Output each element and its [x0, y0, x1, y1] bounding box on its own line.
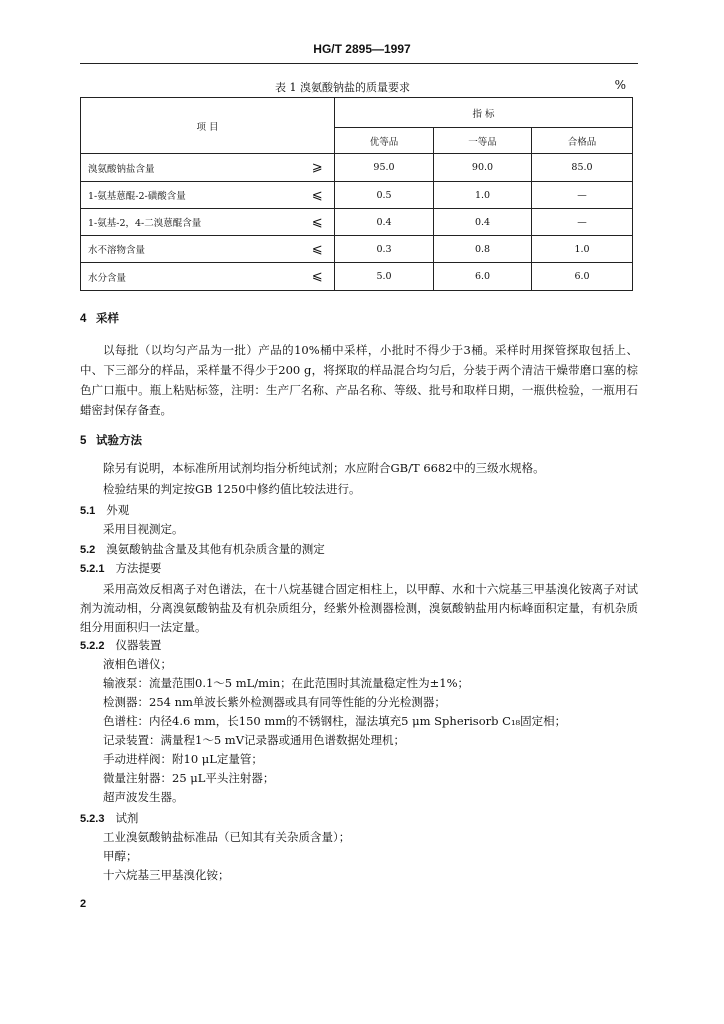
section-number: 5.2.1 — [80, 563, 105, 575]
table-header-group: 指 标 — [335, 98, 633, 128]
section-title: 试验方法 — [96, 435, 142, 447]
row-value: 95.0 — [335, 154, 434, 182]
section-5-2-3-heading — [80, 810, 138, 826]
instrument-item: 检测器：254 nm单波长紫外检测器或具有同等性能的分光检测器； — [103, 695, 446, 709]
section-5-2-1-heading — [80, 560, 161, 576]
section-5-2-1-paragraph: 采用高效反相离子对色谱法，在十八烷基键合固定相柱上，以甲醇、水和十六烷基三甲基溴化铵离子对试剂为流动相，分离溴氨酸钠盐及有机杂质组分，经紫外检测器检测，溴氨酸钠盐用内标峰面积定量，有机杂质组分用面积归一法定量。 — [80, 582, 638, 634]
instrument-item: 输液泵：流量范围0.1～5 mL/min；在此范围时其流量稳定性为±1%； — [103, 676, 470, 690]
table-header-item: 项 目 — [81, 98, 335, 154]
section-title: 方法提要 — [115, 561, 162, 575]
row-value: — — [532, 182, 633, 209]
section-title: 仪器装置 — [115, 638, 162, 652]
row-value: 0.4 — [434, 209, 532, 236]
reagent-item: 十六烷基三甲基溴化铵； — [103, 868, 230, 882]
row-value: 6.0 — [434, 263, 532, 291]
row-value: 0.4 — [335, 209, 434, 236]
row-value: 6.0 — [532, 263, 633, 291]
instrument-item: 记录装置：满量程1～5 mV记录器或通用色谱数据处理机； — [103, 733, 405, 747]
row-item: 水分含量 — [81, 263, 301, 291]
section-5-paragraph-2: 检验结果的判定按GB 1250中修约值比较法进行。 — [103, 482, 361, 496]
section-5-1-heading — [80, 502, 129, 518]
page-number: 2 — [80, 898, 87, 910]
section-number: 5.2 — [80, 544, 96, 556]
grade-header: 一等品 — [434, 128, 532, 154]
section-number: 5.2.3 — [80, 813, 105, 825]
row-value: 0.5 — [335, 182, 434, 209]
row-item: 1-氨基-2，4-二溴蒽醌含量 — [81, 209, 301, 236]
instrument-item: 超声波发生器。 — [103, 790, 184, 804]
table-row — [81, 263, 633, 291]
row-operator: ⩽ — [301, 182, 335, 209]
section-number: 5 — [80, 435, 87, 447]
table-header-row — [81, 98, 633, 128]
table-row — [81, 154, 633, 182]
table-row — [81, 209, 633, 236]
table-caption-title: 表 1 溴氨酸钠盐的质量要求 — [275, 81, 410, 94]
header-rule — [80, 63, 638, 64]
section-title: 外观 — [106, 503, 130, 517]
instrument-item: 手动进样阀：附10 μL定量管； — [103, 752, 263, 766]
page-header: HG/T 2895—1997 — [313, 42, 411, 56]
row-operator: ⩾ — [301, 154, 335, 182]
row-value: 0.3 — [335, 236, 434, 263]
table-row — [81, 182, 633, 209]
reagent-item: 工业溴氨酸钠盐标准品（已知其有关杂质含量）； — [103, 830, 351, 844]
section-4-paragraph: 以每批（以均匀产品为一批）产品的10%桶中采样，小批时不得少于3桶。采样时用探管探取包括上、中、下三部分的样品，采样量不得少于200 g，将探取的样品混合均匀后，分装于两个清洁干燥带磨口塞的棕色广口瓶中。瓶上粘贴标签，注明：生产厂名称、产品名称、等级、批号和取样日期，一瓶供检验，一瓶用石蜡密封保存备查。 — [80, 343, 638, 417]
row-operator: ⩽ — [301, 263, 335, 291]
row-value: 1.0 — [532, 236, 633, 263]
instrument-item: 微量注射器：25 μL平头注射器； — [103, 771, 275, 785]
instrument-item: 色谱柱：内径4.6 mm，长150 mm的不锈钢柱，湿法填充5 μm Spherisorb C₁₈固定相； — [103, 714, 567, 728]
reagent-item: 甲醇； — [103, 849, 138, 863]
row-item: 1-氨基蒽醌-2-磺酸含量 — [81, 182, 301, 209]
row-value: — — [532, 209, 633, 236]
row-value: 85.0 — [532, 154, 633, 182]
section-5-2-2-heading — [80, 637, 161, 653]
row-item: 溴氨酸钠盐含量 — [81, 154, 301, 182]
row-value: 1.0 — [434, 182, 532, 209]
section-number: 4 — [80, 313, 87, 325]
section-title: 溴氨酸钠盐含量及其他有机杂质含量的测定 — [106, 542, 325, 556]
quality-requirements-table — [80, 97, 633, 291]
grade-header: 合格品 — [532, 128, 633, 154]
row-item: 水不溶物含量 — [81, 236, 301, 263]
section-5-paragraph-1: 除另有说明，本标准所用试剂均指分析纯试剂；水应附合GB/T 6682中的三级水规格。 — [103, 461, 545, 475]
section-number: 5.1 — [80, 505, 96, 517]
table-unit: % — [614, 78, 626, 92]
row-value: 90.0 — [434, 154, 532, 182]
instrument-item: 液相色谱仪； — [103, 657, 172, 671]
section-number: 5.2.2 — [80, 640, 105, 652]
section-5-2-heading — [80, 541, 325, 557]
row-value: 0.8 — [434, 236, 532, 263]
section-title: 试剂 — [115, 811, 139, 825]
table-row — [81, 236, 633, 263]
section-5-heading — [80, 432, 142, 448]
grade-header: 优等品 — [335, 128, 434, 154]
section-4-heading — [80, 310, 119, 326]
section-title: 采样 — [96, 313, 119, 325]
row-value: 5.0 — [335, 263, 434, 291]
row-operator: ⩽ — [301, 236, 335, 263]
table-caption — [80, 79, 638, 95]
row-operator: ⩽ — [301, 209, 335, 236]
section-5-1-text: 采用目视测定。 — [103, 522, 184, 536]
